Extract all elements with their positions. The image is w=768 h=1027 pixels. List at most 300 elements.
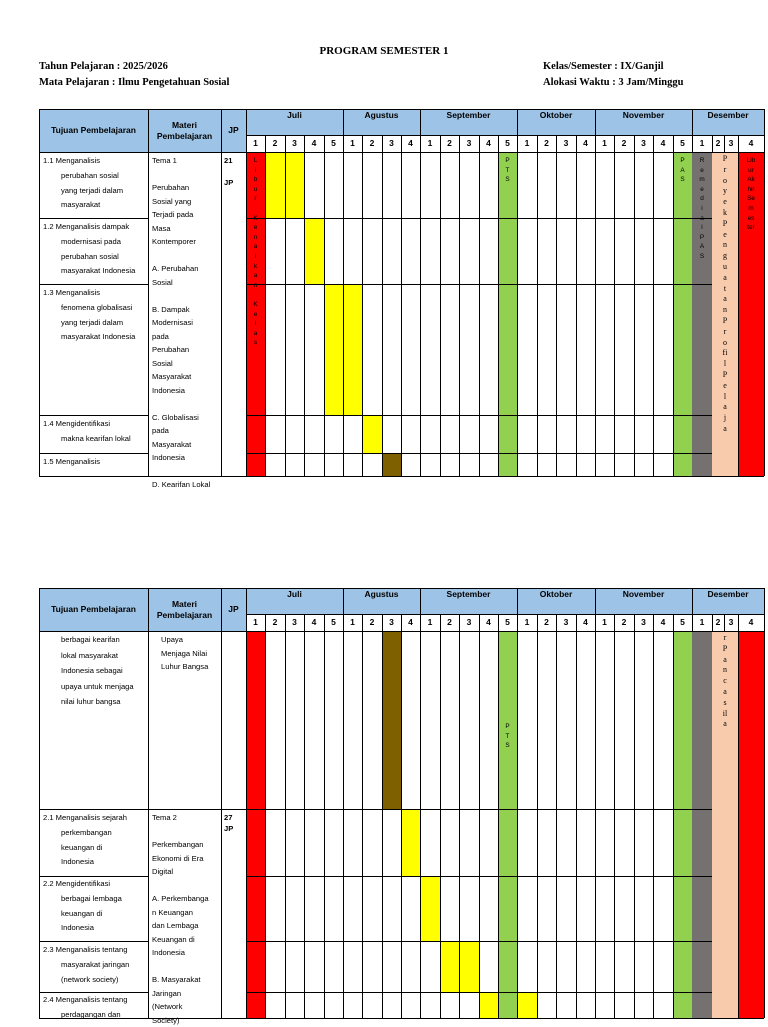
materi-text: Digital (152, 865, 173, 879)
grid-line (246, 631, 247, 1018)
materi-text: Indonesia (152, 384, 185, 398)
grid-line (148, 631, 149, 1018)
month-header: Agustus (343, 109, 420, 121)
jp-unit: JP (224, 822, 233, 836)
grid-line (304, 631, 305, 1018)
week-number: 1 (343, 135, 362, 152)
week-number: 3 (556, 614, 576, 631)
grid-line (459, 135, 460, 152)
grid-line (362, 152, 363, 476)
tujuan-text: modernisasi pada (61, 235, 121, 249)
grid-line (324, 614, 325, 631)
grid-line (39, 941, 148, 942)
schedule-block-2-1 (401, 809, 420, 876)
grid-line (265, 614, 266, 631)
tujuan-text: 1.1 Menganalisis (43, 154, 100, 168)
grid-line (653, 152, 654, 476)
week-number: 4 (576, 614, 595, 631)
week-number: 2 (712, 614, 724, 631)
week-number: 5 (673, 614, 692, 631)
jp-value: 27 (224, 811, 232, 825)
grid-line (39, 109, 40, 152)
materi-text: A. Perubahan (152, 262, 198, 276)
materi-text: Society) (152, 1014, 179, 1027)
grid-line (382, 152, 383, 476)
week-number: 1 (246, 135, 265, 152)
grid-line (39, 588, 40, 631)
materi-text: Masa (152, 222, 171, 236)
grid-line (285, 135, 286, 152)
grid-line (653, 135, 654, 152)
materi-text: pada (152, 330, 169, 344)
week-number: 2 (265, 614, 285, 631)
materi-text: Sosial (152, 357, 173, 371)
materi-text: B. Masyarakat (152, 973, 201, 987)
week-number: 3 (634, 135, 653, 152)
week-number: 3 (382, 614, 401, 631)
grid-line (614, 152, 615, 476)
grid-line (556, 135, 557, 152)
week-number: 3 (459, 135, 479, 152)
grid-line (614, 614, 615, 631)
grid-line (614, 631, 615, 1018)
grid-line (595, 135, 596, 152)
grid-line (39, 284, 148, 285)
grid-line (246, 476, 712, 477)
remedial-pas-text: R e m e d i a l P A S (692, 156, 712, 262)
materi-text: C. Globalisasi (152, 411, 199, 425)
kelas-semester: Kelas/Semester : IX/Ganjil (543, 61, 664, 72)
grid-line (537, 631, 538, 1018)
grid-line (498, 631, 499, 1018)
week-number: 3 (724, 614, 738, 631)
grid-line (479, 152, 480, 476)
materi-text: Masyarakat (152, 438, 191, 452)
grid-line (343, 614, 344, 631)
grid-line (420, 614, 421, 631)
grid-line (285, 631, 286, 1018)
grid-line (304, 152, 305, 476)
grid-line (362, 631, 363, 1018)
tujuan-text: lokal masyarakat (61, 649, 118, 663)
tujuan-text: Indonesia sebagai (61, 664, 123, 678)
week-number: 5 (673, 135, 692, 152)
grid-line (440, 152, 441, 476)
grid-line (148, 809, 246, 810)
grid-line (39, 631, 40, 1018)
tujuan-text: perdagangan dan (61, 1008, 121, 1022)
grid-line (479, 135, 480, 152)
week-number: 3 (285, 135, 304, 152)
grid-line (39, 218, 148, 219)
grid-line (738, 614, 739, 631)
grid-line (221, 588, 222, 631)
month-header: Juli (246, 588, 343, 600)
week-number: 2 (537, 614, 556, 631)
grid-line (343, 152, 344, 476)
week-number: 1 (343, 614, 362, 631)
grid-line (420, 631, 421, 1018)
col-header-materi: Materi Pembelajaran (148, 109, 221, 152)
materi-text: Luhur Bangsa (161, 660, 208, 674)
week-number: 2 (537, 135, 556, 152)
tujuan-text: masyarakat Indonesia (61, 264, 135, 278)
grid-line (673, 135, 674, 152)
week-number: 5 (498, 135, 517, 152)
libur-semester-text: Lib ur Ak hir Se m es ter (738, 156, 764, 233)
grid-line (653, 631, 654, 1018)
grid-line (556, 614, 557, 631)
week-number: 4 (401, 614, 420, 631)
grid-line (634, 152, 635, 476)
grid-line (537, 614, 538, 631)
grid-line (692, 135, 693, 152)
tujuan-text: masyarakat (61, 198, 100, 212)
materi-text: Indonesia (152, 451, 185, 465)
mata-pelajaran: Mata Pelajaran : Ilmu Pengetahuan Sosial (39, 77, 229, 88)
tujuan-text: Indonesia (61, 855, 94, 869)
week-number: 4 (304, 135, 324, 152)
materi-text: Sosial (152, 276, 173, 290)
grid-line (440, 631, 441, 1018)
materi-text: D. Kearifan Lokal (152, 478, 210, 492)
grid-line (576, 631, 577, 1018)
grid-line (39, 415, 148, 416)
grid-line (285, 614, 286, 631)
grid-line (537, 152, 538, 476)
materi-text: Terjadi pada (152, 208, 193, 222)
grid-line (634, 614, 635, 631)
projek-text: P r o y e k P e n g u a t a n P r o fi l P e l a j a (712, 154, 738, 435)
grid-line (285, 152, 286, 476)
week-number: 5 (324, 135, 343, 152)
tujuan-text: 1.4 Mengidentifikasi (43, 417, 110, 431)
grid-line (401, 152, 402, 476)
schedule-block-1-2 (304, 218, 324, 284)
pts-text: P T S (498, 722, 517, 751)
week-number: 4 (738, 135, 764, 152)
week-number: 4 (479, 614, 498, 631)
grid-line (148, 588, 149, 631)
week-number: 4 (653, 614, 673, 631)
grid-line (148, 476, 246, 477)
tujuan-text: perkembangan (61, 826, 112, 840)
week-number: 1 (595, 135, 614, 152)
grid-line (673, 614, 674, 631)
grid-line (595, 631, 596, 1018)
schedule-block-2-4a (479, 992, 498, 1018)
month-header: Oktober (517, 588, 595, 600)
grid-line (459, 614, 460, 631)
materi-text: Tema 2 (152, 811, 177, 825)
grid-line (576, 152, 577, 476)
grid-line (673, 152, 674, 476)
week-number: 1 (517, 614, 537, 631)
schedule-block-1-4 (362, 415, 382, 453)
grid-line (576, 135, 577, 152)
tujuan-text: nilai luhur bangsa (61, 695, 121, 709)
grid-line (479, 614, 480, 631)
grid-line (614, 135, 615, 152)
tujuan-text: (network society) (61, 973, 118, 987)
materi-text: n Keuangan (152, 906, 193, 920)
schedule-block-1-5b (382, 631, 401, 809)
month-header: Desember (692, 588, 764, 600)
grid-line (246, 135, 247, 152)
pas-block (673, 631, 692, 1018)
grid-line (479, 631, 480, 1018)
grid-line (39, 453, 148, 454)
document-title: PROGRAM SEMESTER 1 (0, 45, 768, 57)
grid-line (420, 152, 421, 476)
grid-line (362, 614, 363, 631)
grid-line (148, 152, 149, 476)
grid-line (401, 614, 402, 631)
grid-line (440, 614, 441, 631)
materi-text: Perubahan (152, 343, 189, 357)
pts-text: P T S (498, 156, 517, 185)
grid-line (148, 152, 246, 153)
grid-line (764, 588, 765, 631)
grid-line (304, 614, 305, 631)
tujuan-text: 2.4 Menganalisis tentang (43, 993, 127, 1007)
tujuan-text: 2.2 Mengidentifikasi (43, 877, 110, 891)
week-number: 3 (459, 614, 479, 631)
week-number: 2 (362, 135, 382, 152)
col-header-materi: Materi Pembelajaran (148, 588, 221, 631)
pts-block (498, 631, 517, 1018)
grid-line (712, 135, 713, 152)
grid-line (517, 152, 518, 476)
tujuan-text: perubahan sosial (61, 169, 119, 183)
grid-line (517, 135, 518, 152)
grid-line (39, 152, 40, 476)
tujuan-text: fenomena globalisasi (61, 301, 132, 315)
grid-line (343, 631, 344, 1018)
grid-line (148, 109, 149, 152)
grid-line (498, 135, 499, 152)
grid-line (401, 631, 402, 1018)
week-number: 1 (692, 614, 712, 631)
tujuan-text: upaya untuk menjaga (61, 680, 134, 694)
grid-line (634, 631, 635, 1018)
tahun-pelajaran: Tahun Pelajaran : 2025/2026 (39, 61, 168, 72)
month-header: September (420, 109, 517, 121)
materi-text: Ekonomi di Era (152, 852, 204, 866)
libur-continued-block (246, 631, 265, 1018)
materi-text: (Network (152, 1000, 182, 1014)
week-number: 2 (440, 614, 459, 631)
tujuan-text: yang terjadi dalam (61, 316, 123, 330)
materi-text: Upaya (161, 633, 183, 647)
grid-line (764, 152, 765, 476)
grid-line (401, 135, 402, 152)
grid-line (692, 614, 693, 631)
grid-line (265, 631, 266, 1018)
month-header: November (595, 109, 692, 121)
grid-line (764, 631, 765, 1018)
jp-value: 21 (224, 154, 232, 168)
month-header: Desember (692, 109, 764, 121)
grid-line (595, 152, 596, 476)
grid-line (343, 135, 344, 152)
grid-line (362, 135, 363, 152)
grid-line (556, 152, 557, 476)
week-number: 4 (738, 614, 764, 631)
week-number: 3 (556, 135, 576, 152)
grid-line (712, 614, 713, 631)
pas-block (673, 152, 692, 476)
grid-line (595, 614, 596, 631)
tujuan-text: berbagai kearifan (61, 633, 120, 647)
materi-text: Perubahan (152, 181, 189, 195)
grid-line (265, 135, 266, 152)
tujuan-text: berbagai lembaga (61, 892, 122, 906)
materi-text: Keuangan di (152, 933, 195, 947)
materi-text: Menjaga Nilai (161, 647, 207, 661)
grid-line (382, 135, 383, 152)
materi-text: Jaringan (152, 987, 181, 1001)
tujuan-text: 2.3 Menganalisis tentang (43, 943, 127, 957)
materi-text: Indonesia (152, 946, 185, 960)
grid-line (498, 152, 499, 476)
tujuan-text: 2.1 Menganalisis sejarah (43, 811, 127, 825)
grid-line (246, 614, 247, 631)
tujuan-text: masyarakat Indonesia (61, 330, 135, 344)
grid-line (265, 152, 266, 476)
materi-text: Kontemporer (152, 235, 196, 249)
grid-line (382, 631, 383, 1018)
grid-line (221, 152, 222, 476)
month-header: November (595, 588, 692, 600)
tujuan-text: keuangan di (61, 841, 102, 855)
grid-line (517, 631, 518, 1018)
grid-line (39, 1018, 764, 1019)
grid-line (459, 631, 460, 1018)
tujuan-text: 1.2 Menganalisis dampak (43, 220, 129, 234)
grid-line (498, 614, 499, 631)
week-number: 2 (614, 135, 634, 152)
materi-text: Tema 1 (152, 154, 177, 168)
week-number: 1 (517, 135, 537, 152)
tujuan-text: keuangan di (61, 907, 102, 921)
week-number: 4 (304, 614, 324, 631)
col-header-jp: JP (221, 588, 246, 631)
week-number: 2 (440, 135, 459, 152)
grid-line (221, 631, 222, 1018)
week-number: 2 (712, 135, 724, 152)
week-number: 3 (285, 614, 304, 631)
tujuan-text: perubahan sosial (61, 250, 119, 264)
week-number: 4 (479, 135, 498, 152)
week-number: 2 (362, 614, 382, 631)
materi-text: dan Lembaga (152, 919, 198, 933)
week-number: 4 (653, 135, 673, 152)
alokasi-waktu: Alokasi Waktu : 3 Jam/Minggu (543, 77, 683, 88)
week-number: 5 (324, 614, 343, 631)
col-header-jp: JP (221, 109, 246, 152)
week-number: 3 (382, 135, 401, 152)
schedule-block-2-2 (420, 876, 440, 941)
col-header-tujuan: Tujuan Pembelajaran (39, 588, 148, 631)
materi-text: pada (152, 424, 169, 438)
grid-line (39, 809, 148, 810)
grid-line (712, 476, 764, 477)
schedule-block-2-4b (517, 992, 537, 1018)
remedial-block (692, 631, 712, 1018)
week-number: 1 (692, 135, 712, 152)
jp-unit: JP (224, 176, 233, 190)
week-number: 2 (265, 135, 285, 152)
materi-text: A. Perkembanga (152, 892, 209, 906)
materi-text: Perkembangan (152, 838, 204, 852)
materi-text: Sosial yang (152, 195, 191, 209)
grid-line (724, 135, 725, 152)
tujuan-text: makna kearifan lokal (61, 432, 131, 446)
week-number: 1 (420, 135, 440, 152)
libur-semester-block (738, 631, 764, 1018)
grid-line (537, 135, 538, 152)
tujuan-text: Indonesia (61, 921, 94, 935)
grid-line (738, 135, 739, 152)
week-number: 1 (246, 614, 265, 631)
grid-line (39, 152, 148, 153)
grid-line (556, 631, 557, 1018)
grid-line (221, 109, 222, 152)
week-number: 3 (724, 135, 738, 152)
grid-line (517, 614, 518, 631)
pas-text: P A S (673, 156, 692, 185)
grid-line (304, 135, 305, 152)
libur-kenaikan-text: L i b u r K e n a i k a n K e l a s (246, 156, 265, 348)
grid-line (673, 631, 674, 1018)
projek-text: r P a n c a s il a (712, 633, 738, 730)
grid-line (420, 135, 421, 152)
grid-line (724, 614, 725, 631)
col-header-tujuan: Tujuan Pembelajaran (39, 109, 148, 152)
schedule-block-1-5 (382, 453, 401, 476)
tujuan-text: masyarakat jaringan (61, 958, 129, 972)
grid-line (738, 631, 739, 1018)
grid-line (324, 631, 325, 1018)
tujuan-text: yang terjadi dalam (61, 184, 123, 198)
grid-line (764, 109, 765, 152)
week-number: 4 (576, 135, 595, 152)
grid-line (459, 152, 460, 476)
week-number: 1 (420, 614, 440, 631)
grid-line (440, 135, 441, 152)
materi-text: Modernisasi (152, 316, 193, 330)
grid-line (382, 614, 383, 631)
materi-text: B. Dampak (152, 303, 190, 317)
month-header: September (420, 588, 517, 600)
week-number: 3 (634, 614, 653, 631)
grid-line (576, 614, 577, 631)
grid-line (324, 152, 325, 476)
week-number: 4 (401, 135, 420, 152)
grid-line (39, 476, 148, 477)
week-number: 1 (595, 614, 614, 631)
grid-line (634, 135, 635, 152)
tujuan-text: 1.3 Menganalisis (43, 286, 100, 300)
pts-block (498, 152, 517, 476)
month-header: Agustus (343, 588, 420, 600)
week-number: 5 (498, 614, 517, 631)
grid-line (324, 135, 325, 152)
month-header: Juli (246, 109, 343, 121)
month-header: Oktober (517, 109, 595, 121)
tujuan-text: 1.5 Menganalisis (43, 455, 100, 469)
